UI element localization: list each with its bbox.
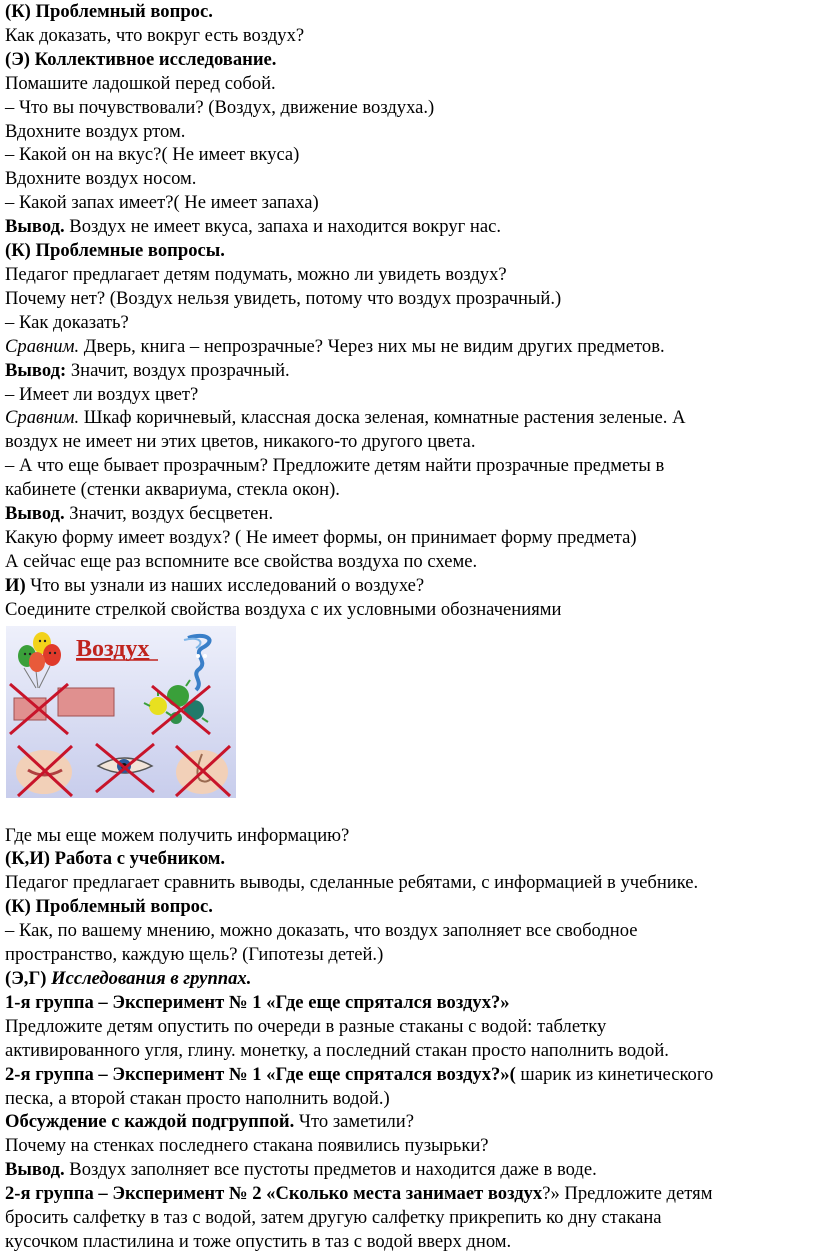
paragraph-line — [5, 191, 811, 215]
text-run: – Какой запах имеет?( Не имеет запаха) — [5, 192, 319, 214]
paragraph-line — [5, 502, 811, 526]
text-run: бросить салфетку в таз с водой, затем другую салфетку прикрепить ко дну стакана — [5, 1207, 662, 1229]
paragraph-line — [5, 1063, 811, 1087]
text-run: Вывод. — [5, 1159, 65, 1181]
text-run: Воздух заполняет все пустоты предметов и находится даже в воде. — [64, 1159, 597, 1181]
text-run: Вдохните воздух носом. — [5, 168, 197, 190]
paragraph-line — [5, 359, 811, 383]
paragraph-line — [5, 991, 811, 1015]
text-run: кусочком пластилина и тоже опустить в таз с водой вверх дном. — [5, 1230, 512, 1252]
paragraph-line — [5, 287, 811, 311]
text-run: Какую форму имеет воздух? ( Не имеет формы, он принимает форму предмета) — [5, 526, 637, 548]
text-run: – Что вы почувствовали? (Воздух, движение воздуха.) — [5, 96, 435, 118]
paragraph-line — [5, 263, 811, 287]
text-run: Соедините стрелкой свойства воздуха с их условными обозначениями — [5, 598, 562, 620]
text-run: шарик из кинетического — [515, 1063, 714, 1085]
text-run: Значит, воздух бесцветен. — [64, 503, 274, 525]
text-run: Вывод: — [5, 359, 67, 381]
paragraph-line — [5, 824, 811, 848]
text-run: (К) Проблемные вопросы. — [5, 240, 225, 262]
paragraph-line — [5, 1039, 811, 1063]
text-run: Где мы еще можем получить информацию? — [5, 824, 350, 846]
paragraph-line — [5, 478, 811, 502]
text-run: – Как, по вашему мнению, можно доказать, что воздух заполняет все свободное — [5, 920, 638, 942]
paragraph-line — [5, 1015, 811, 1039]
text-run: Предложите детям — [559, 1183, 713, 1205]
text-run: активированного угля, глину. монетку, а последний стакан просто наполнить водой. — [5, 1039, 669, 1061]
text-run: Предложите детям опустить по очереди в разные стаканы с водой: таблетку — [5, 1015, 607, 1037]
paragraph-line — [5, 847, 811, 871]
paragraph-line — [5, 598, 811, 622]
paragraph-line — [5, 430, 811, 454]
paragraph-line — [5, 311, 811, 335]
text-run: 2-я группа – Эксперимент № 2 «Сколько места занимает воздух — [5, 1183, 543, 1205]
no-see-icon — [96, 744, 154, 792]
text-run: Помашите ладошкой перед собой. — [5, 72, 276, 94]
paragraph-line — [5, 0, 811, 24]
text-run: (Э) Коллективное исследование. — [5, 48, 277, 70]
paragraph-line — [5, 96, 811, 120]
no-color-icon — [144, 680, 210, 734]
text-run: (К,И) Работа с учебником. — [5, 848, 226, 870]
text-run: Педагог предлагает сравнить выводы, сделанные ребятами, с информацией в учебнике. — [5, 872, 699, 894]
text-run: пространство, каждую щель? (Гипотезы детей.) — [5, 944, 384, 966]
paragraph-line — [5, 454, 811, 478]
no-smell-icon — [176, 746, 230, 796]
text-run: Обсуждение с каждой подгруппой. — [5, 1111, 295, 1133]
paragraph-line — [5, 895, 811, 919]
text-run: Что заметили? — [294, 1111, 414, 1133]
paragraph-line — [5, 871, 811, 895]
text-run: И) — [5, 574, 26, 596]
text-run: Воздух не имеет вкуса, запаха и находится вокруг нас. — [64, 216, 502, 238]
text-run: Что вы узнали из наших исследований о воздухе? — [25, 574, 425, 596]
paragraph-line — [5, 1087, 811, 1111]
paragraph-line — [5, 1134, 811, 1158]
text-run: ?» — [542, 1183, 560, 1205]
paragraph-line — [5, 1230, 811, 1254]
text-run: Значит, воздух прозрачный. — [66, 359, 290, 381]
text-run: песка, а второй стакан просто наполнить водой.) — [5, 1087, 390, 1109]
text-block-before-figure — [5, 0, 811, 622]
text-run: Шкаф коричневый, классная доска зеленая, комнатные растения зеленые. А — [79, 407, 686, 429]
text-run: Почему на стенках последнего стакана появились пузырьки? — [5, 1135, 489, 1157]
text-run: Педагог предлагает детям подумать, можно ли увидеть воздух? — [5, 263, 507, 285]
paragraph-line — [5, 1110, 811, 1134]
paragraph-line — [5, 72, 811, 96]
no-shape-icon — [10, 684, 114, 734]
text-run: А сейчас еще раз вспомните все свойства воздуха по схеме. — [5, 550, 478, 572]
paragraph-line — [5, 167, 811, 191]
text-run: Почему нет? (Воздух нельзя увидеть, потому что воздух прозрачный.) — [5, 287, 562, 309]
paragraph-line — [5, 1206, 811, 1230]
text-run: Вывод. — [5, 216, 65, 238]
text-block-after-figure — [5, 824, 811, 1254]
paragraph-line — [5, 574, 811, 598]
text-run: – Имеет ли воздух цвет? — [5, 383, 199, 405]
text-run: Дверь, книга – непрозрачные? Через них мы не видим других предметов. — [79, 335, 665, 357]
paragraph-line — [5, 943, 811, 967]
paragraph-line — [5, 335, 811, 359]
text-run: Вывод. — [5, 503, 65, 525]
paragraph-line — [5, 239, 811, 263]
paragraph-line — [5, 143, 811, 167]
text-run: Сравним. — [5, 407, 80, 429]
paragraph-line — [5, 919, 811, 943]
text-run: Как доказать, что вокруг есть воздух? — [5, 24, 305, 46]
text-run: 2-я группа – Эксперимент № 1 «Где еще спрятался воздух?»( — [5, 1063, 516, 1085]
paragraph-line — [5, 383, 811, 407]
paragraph-line — [5, 550, 811, 574]
text-run: Вдохните воздух ртом. — [5, 120, 186, 142]
text-run: 1-я группа – Эксперимент № 1 «Где еще спрятался воздух?» — [5, 991, 510, 1013]
text-run: – А что еще бывает прозрачным? Предложите детям найти прозрачные предметы в — [5, 455, 665, 477]
text-run: – Какой он на вкус?( Не имеет вкуса) — [5, 144, 300, 166]
paragraph-line — [5, 967, 811, 991]
air-properties-illustration — [6, 626, 236, 798]
paragraph-line — [5, 1182, 811, 1206]
text-run: Сравним. — [5, 335, 80, 357]
balloons-icon — [18, 632, 61, 688]
text-run: кабинете (стенки аквариума, стекла окон). — [5, 479, 340, 501]
air-properties-figure — [6, 626, 236, 798]
text-run: (К) Проблемный вопрос. — [5, 1, 213, 22]
paragraph-line — [5, 215, 811, 239]
text-run: – Как доказать? — [5, 311, 129, 333]
no-taste-icon — [16, 746, 72, 796]
paragraph-line — [5, 120, 811, 144]
paragraph-line — [5, 1158, 811, 1182]
text-run: воздух не имеет ни этих цветов, никакого-то другого цвета. — [5, 431, 476, 453]
paragraph-line — [5, 48, 811, 72]
paragraph-line — [5, 526, 811, 550]
figure-title: Воздух — [76, 635, 150, 662]
text-run: Исследования в группах. — [51, 968, 252, 989]
paragraph-line — [5, 406, 811, 430]
text-run: (К) Проблемный вопрос. — [5, 896, 213, 918]
paragraph-line — [5, 24, 811, 48]
text-run: (Э,Г) — [5, 968, 52, 989]
document-page — [5, 0, 811, 1254]
